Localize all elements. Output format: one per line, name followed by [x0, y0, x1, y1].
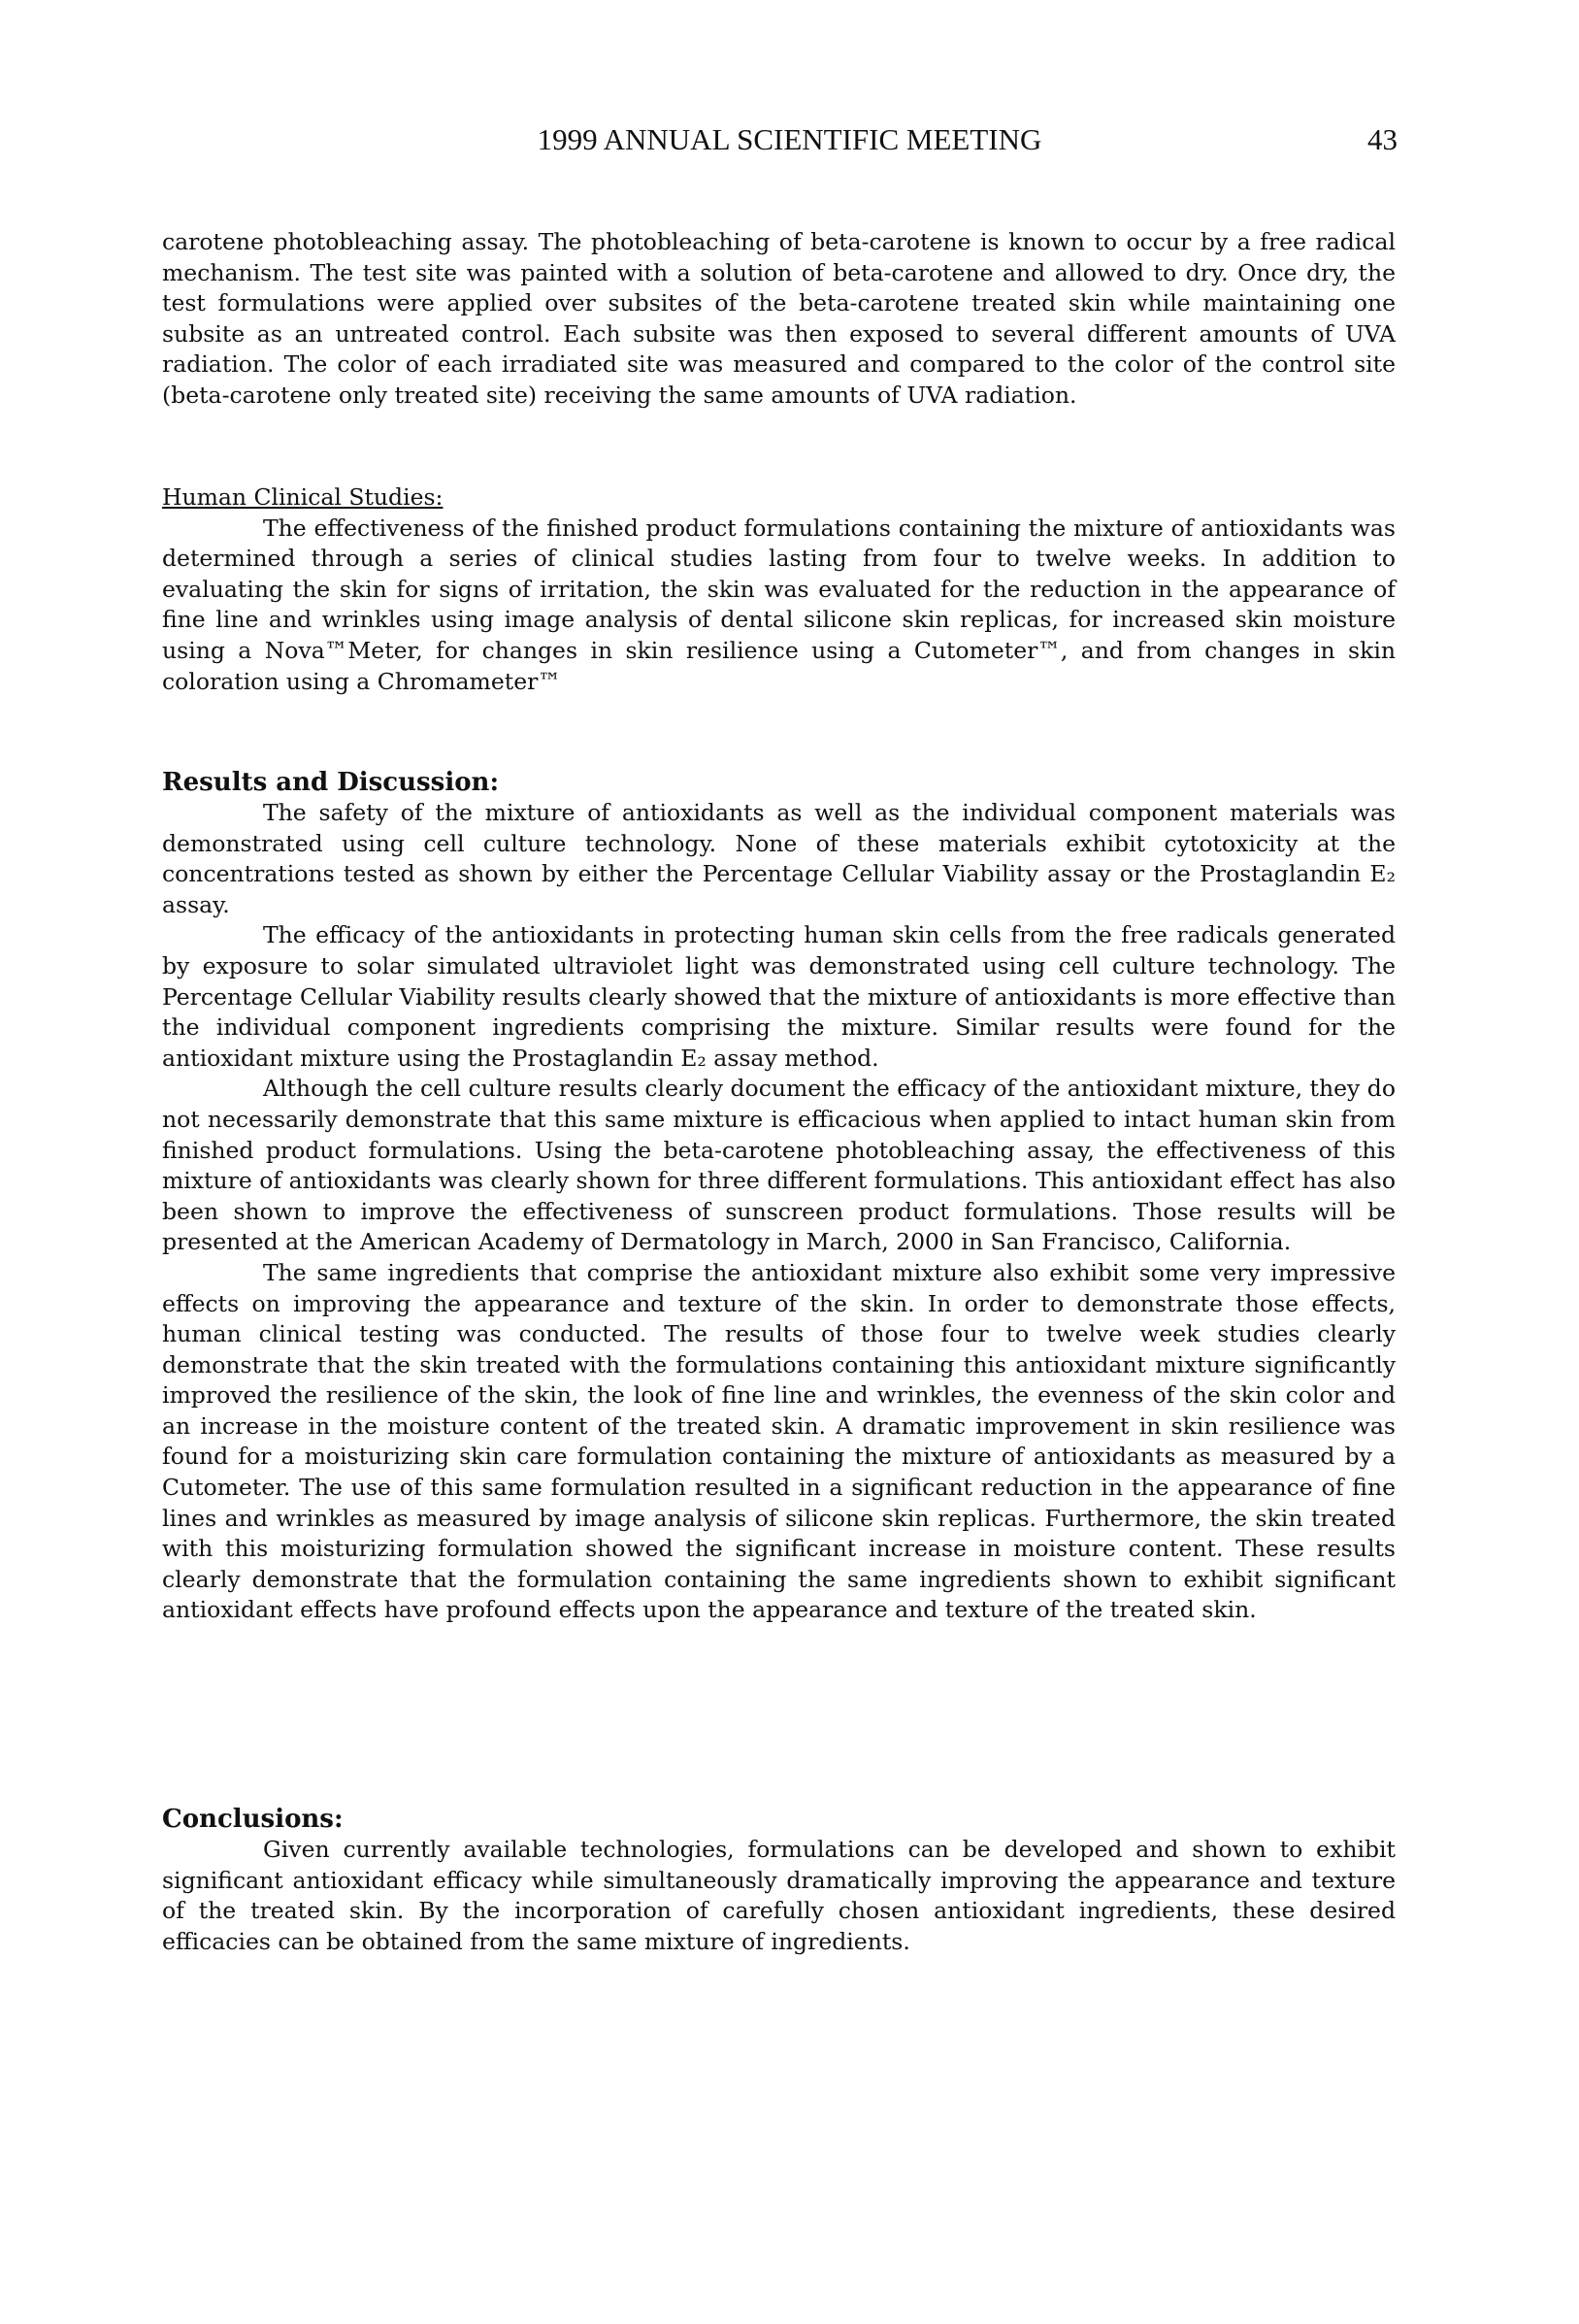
results-paragraph: The same ingredients that comprise the antioxidant mixture also exhibit some very impressive effects on improving the appearance and texture of the skin. In order to demonstrate those effects, human clinical testing was conducted. The results of those four to twelve week studies clearly demonstrate that the skin treated with the formulations containing this antioxidant mixture significantly improved the resilience of the skin, the look of fine line and wrinkles, the evenness of the skin color and an increase in the moisture content of the treated skin. A dramatic improvement in skin resilience was found for a moisturizing skin care formulation containing the mixture of antioxidants as measured by a Cutometer. The use of this same formulation resulted in a significant reduction in the appearance of fine lines and wrinkles as measured by image analysis of silicone skin replicas. Furthermore, the skin treated with this moisturizing formulation showed the significant increase in moisture content. These results clearly demonstrate that the formulation containing the same ingredients shown to exhibit significant antioxidant effects have profound effects upon the appearance and texture of the treated skin. — [162, 1258, 1396, 1624]
results-heading: Results and Discussion: — [162, 768, 500, 797]
human-clinical-paragraph: The effectiveness of the finished product formulations containing the mixture of antioxidants was determined through a series of clinical studies lasting from four to twelve weeks. In addition to evaluating the skin for signs of irritation, the skin was evaluated for the reduction in the appearance of fine line and wrinkles using image analysis of dental silicone skin replicas, for increased skin moisture using a Nova™Meter, for changes in skin resilience using a Cutometer™, and from changes in skin coloration using a Chromameter™ — [162, 514, 1396, 695]
intro-section — [162, 227, 1396, 412]
results-paragraph: The efficacy of the antioxidants in protecting human skin cells from the free radicals generated by exposure to solar simulated ultraviolet light was demonstrated using cell culture technology. The Percentage Cellular Viability results clearly showed that the mixture of antioxidants is more effective than the individual component ingredients comprising the mixture. Similar results were found for the antioxidant mixture using the Prostaglandin E₂ assay method. — [162, 921, 1396, 1072]
page-number: 43 — [1367, 122, 1398, 156]
human-clinical-heading: Human Clinical Studies: — [162, 483, 444, 511]
header-title: 1999 ANNUAL SCIENTIFIC MEETING — [537, 122, 1042, 156]
results-paragraph: Although the cell culture results clearly document the efficacy of the antioxidant mixture, they do not necessarily demonstrate that this same mixture is efficacious when applied to intact human skin from finished product formulations. Using the beta-carotene photobleaching assay, the effectiveness of this mixture of antioxidants was clearly shown for three different formulations. This antioxidant effect has also been shown to improve the effectiveness of sunscreen product formulations. Those results will be presented at the American Academy of Dermatology in March, 2000 in San Francisco, California. — [162, 1075, 1396, 1256]
intro-paragraph: carotene photobleaching assay. The photobleaching of beta-carotene is known to occur by a free radical mechanism. The test site was painted with a solution of beta-carotene and allowed to dry. Once dry, the test formulations were applied over subsites of the beta-carotene treated skin while maintaining one subsite as an untreated control. Each subsite was then exposed to several different amounts of UVA radiation. The color of each irradiated site was measured and compared to the color of the control site (beta-carotene only treated site) receiving the same amounts of UVA radiation. — [162, 228, 1396, 409]
human-clinical-section — [162, 482, 1396, 697]
conclusions-heading: Conclusions: — [162, 1805, 344, 1834]
results-section — [162, 767, 1396, 1626]
results-paragraph: The safety of the mixture of antioxidants as well as the individual component materials was demonstrated using cell culture technology. None of these materials exhibit cytotoxicity at the concentrations tested as shown by either the Percentage Cellular Viability assay or the Prostaglandin E₂ assay. — [162, 799, 1396, 918]
conclusions-paragraph: Given currently available technologies, formulations can be developed and shown to exhibit significant antioxidant efficacy while simultaneously dramatically improving the appearance and texture of the treated skin. By the incorporation of carefully chosen antioxidant ingredients, these desired efficacies can be obtained from the same mixture of ingredients. — [162, 1836, 1396, 1955]
conclusions-section — [162, 1804, 1396, 1957]
